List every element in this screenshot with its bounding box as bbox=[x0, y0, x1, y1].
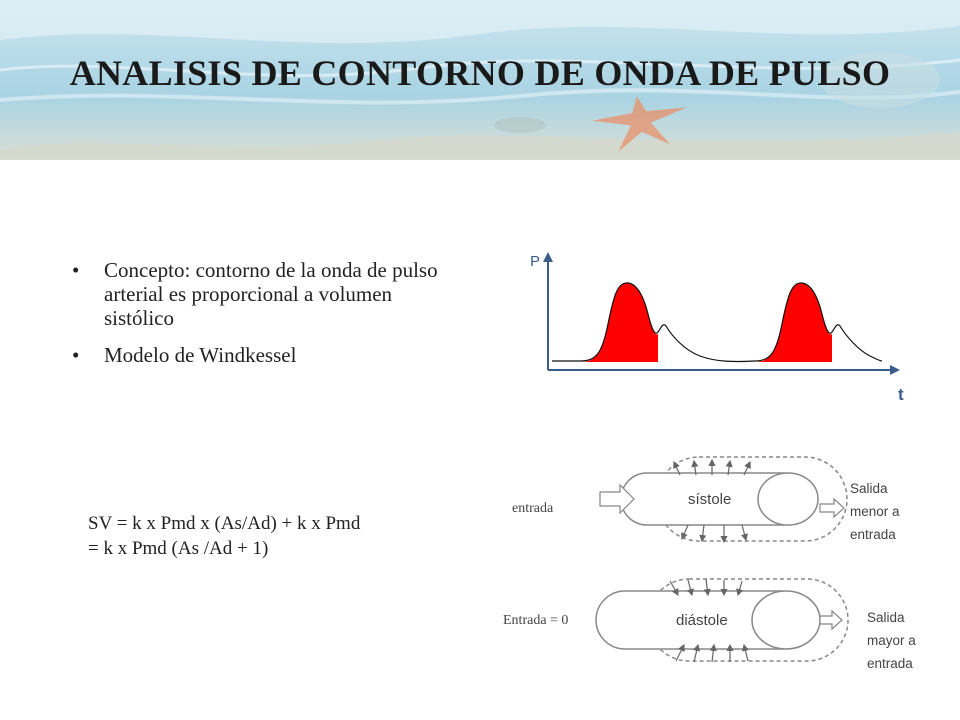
systole-output-label: Salida bbox=[850, 481, 888, 496]
x-axis-label: t bbox=[898, 385, 904, 404]
systole-diagram bbox=[512, 457, 900, 542]
vessel-outlet bbox=[752, 591, 820, 649]
formula-line: = k x Pmd (As /Ad + 1) bbox=[88, 538, 269, 559]
systole-output-label: menor a bbox=[850, 504, 900, 519]
systolic-area bbox=[754, 283, 832, 362]
slide-title: ANALISIS DE CONTORNO DE ONDA DE PULSO bbox=[69, 53, 891, 93]
windkessel-model-diagram bbox=[490, 445, 950, 705]
systolic-area bbox=[580, 283, 658, 362]
bullet-item bbox=[72, 343, 462, 367]
diastole-output-label: Salida bbox=[867, 610, 905, 625]
bullet-list bbox=[72, 258, 462, 380]
bullet-text: Modelo de Windkessel bbox=[104, 343, 297, 367]
diastole-label: diástole bbox=[676, 612, 728, 629]
y-axis-arrow-icon bbox=[543, 252, 553, 262]
diastole-input-label: Entrada = 0 bbox=[503, 613, 569, 628]
bullet-symbol: • bbox=[72, 343, 80, 367]
diastole-output-label: entrada bbox=[867, 656, 913, 671]
x-axis-arrow-icon bbox=[890, 365, 900, 375]
pulse-contour-graph bbox=[520, 244, 910, 409]
bullet-symbol: • bbox=[72, 258, 80, 282]
diastole-output-label: mayor a bbox=[867, 633, 916, 648]
outflow-arrow-icon bbox=[820, 611, 842, 629]
bullet-item bbox=[72, 258, 462, 330]
systole-output-label: entrada bbox=[850, 527, 896, 542]
systole-label: sístole bbox=[688, 491, 732, 508]
outflow-arrow-icon bbox=[820, 499, 844, 517]
y-axis-label: P bbox=[530, 253, 541, 270]
stroke-volume-formula bbox=[88, 511, 468, 561]
bullet-text: Concepto: contorno de la onda de pulso arterial es proporcional a volumen sistólico bbox=[104, 258, 438, 330]
diastole-diagram bbox=[503, 579, 916, 671]
formula-line: SV = k x Pmd x (As/Ad) + k x Pmd bbox=[88, 513, 361, 534]
vessel-outlet bbox=[758, 473, 818, 525]
systole-input-label: entrada bbox=[512, 501, 554, 516]
